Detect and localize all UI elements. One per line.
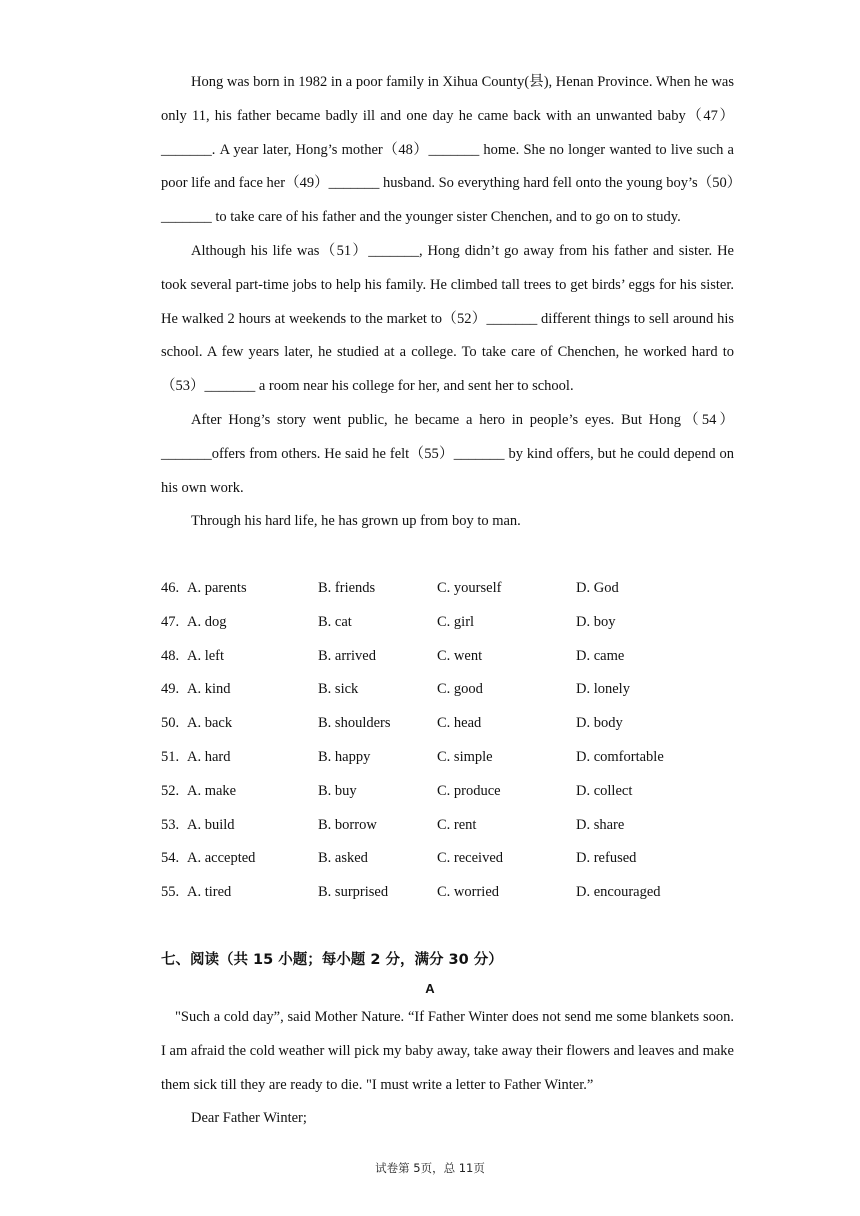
option-b: B. happy [318, 748, 371, 765]
option-b: B. friends [318, 580, 376, 596]
option-b: B. surprised [318, 884, 389, 901]
option-c: C. head [437, 715, 482, 732]
option-b: B. shoulders [318, 715, 391, 732]
question-number: 51. [161, 748, 180, 765]
option-d: D. God [576, 580, 619, 596]
cloze-paragraph-4: Through his hard life, he has grown up from boy to man. [191, 513, 521, 530]
option-d: D. collect [576, 782, 633, 799]
option-c: C. received [437, 850, 504, 867]
question-number: 52. [161, 782, 180, 799]
question-number: 49. [161, 681, 180, 698]
passage-paragraph-1: "Such a cold day”, said Mother Nature. “If Father Winter does not send me some blankets soon. I am afraid the cold weather will pick my baby away, take away their flowers and leaves and make them sick till they are ready to die. "I must write a letter to Father Winter.” [161, 1009, 734, 1093]
option-b: B. cat [318, 613, 352, 630]
option-b: B. arrived [318, 647, 376, 664]
option-a: A. tired [187, 884, 232, 901]
cloze-paragraph-3: After Hong’s story went public, he became a hero in people’s eyes. But Hong（54）_______offers from others. He said he felt（55）_______ by kind offers, but he could depend on his own work. [161, 411, 734, 496]
option-b: B. buy [318, 782, 357, 799]
reading-passage-a [161, 1001, 734, 1136]
option-d: D. refused [576, 850, 637, 867]
option-a: A. parents [187, 580, 247, 596]
option-c: C. yourself [437, 580, 502, 596]
question-row [161, 876, 734, 910]
option-c: C. produce [437, 782, 501, 799]
option-b: B. asked [318, 850, 368, 867]
option-d: D. body [576, 715, 623, 732]
option-a: A. left [187, 647, 225, 664]
option-d: D. share [576, 816, 625, 833]
question-number: 48. [161, 647, 180, 664]
question-row [161, 640, 734, 674]
section-heading: 七、阅读（共 15 小题；每小题 2 分，满分 30 分） [161, 952, 503, 968]
cloze-paragraph-1: Hong was born in 1982 in a poor family in Xihua County(县), Henan Province. When he was only 11, his father became badly ill and one day he came back with an unwanted baby（47）_______. A year later, Hong’s mother（48）_______ home. She no longer wanted to live such a poor life and face her（49）_______ husband. So everything hard fell onto the young boy’s（50）_______ to take care of his father and the younger sister Chenchen, and to go on to study. [161, 74, 734, 226]
question-row [161, 606, 734, 640]
question-row [161, 741, 734, 775]
question-number: 53. [161, 816, 180, 833]
question-number: 55. [161, 884, 180, 901]
passage-label: A [425, 981, 435, 996]
answer-options [161, 572, 734, 910]
option-d: D. encouraged [576, 884, 661, 901]
option-c: C. worried [437, 884, 500, 901]
option-c: C. simple [437, 748, 493, 765]
cloze-paragraph-2: Although his life was（51）_______, Hong didn’t go away from his father and sister. He took several part-time jobs to help his family. He climbed tall trees to get birds’ eggs for his sister. He walked 2 hours at weekends to the market to（52）_______ different things to sell around his school. A few years later, he studied at a college. To take care of Chenchen, he worked hard to（53）_______ a room near his college for her, and sent her to school. [161, 242, 734, 395]
option-d: D. boy [576, 613, 616, 630]
option-d: D. comfortable [576, 748, 664, 765]
question-row [161, 809, 734, 843]
option-c: C. rent [437, 816, 477, 833]
option-a: A. back [187, 715, 233, 732]
option-d: D. lonely [576, 681, 630, 698]
option-a: A. build [187, 816, 235, 833]
question-row [161, 775, 734, 809]
page-footer: 试卷第 5页，总 11页 [375, 1161, 485, 1175]
question-row [161, 673, 734, 707]
option-a: A. accepted [187, 850, 256, 867]
question-row [161, 707, 734, 741]
question-number: 50. [161, 715, 180, 732]
option-b: B. sick [318, 681, 359, 698]
option-b: B. borrow [318, 816, 377, 833]
question-row [161, 842, 734, 876]
question-number: 46. [161, 580, 180, 596]
option-a: A. make [187, 782, 237, 799]
cloze-passage [161, 66, 734, 539]
option-a: A. dog [187, 613, 227, 630]
option-a: A. kind [187, 681, 231, 698]
option-c: C. went [437, 647, 483, 664]
option-c: C. girl [437, 613, 475, 630]
question-row [161, 572, 734, 606]
question-number: 54. [161, 850, 180, 867]
option-d: D. came [576, 647, 625, 664]
question-number: 47. [161, 613, 180, 630]
option-c: C. good [437, 681, 483, 698]
passage-salutation: Dear Father Winter; [191, 1110, 307, 1127]
option-a: A. hard [187, 748, 231, 765]
